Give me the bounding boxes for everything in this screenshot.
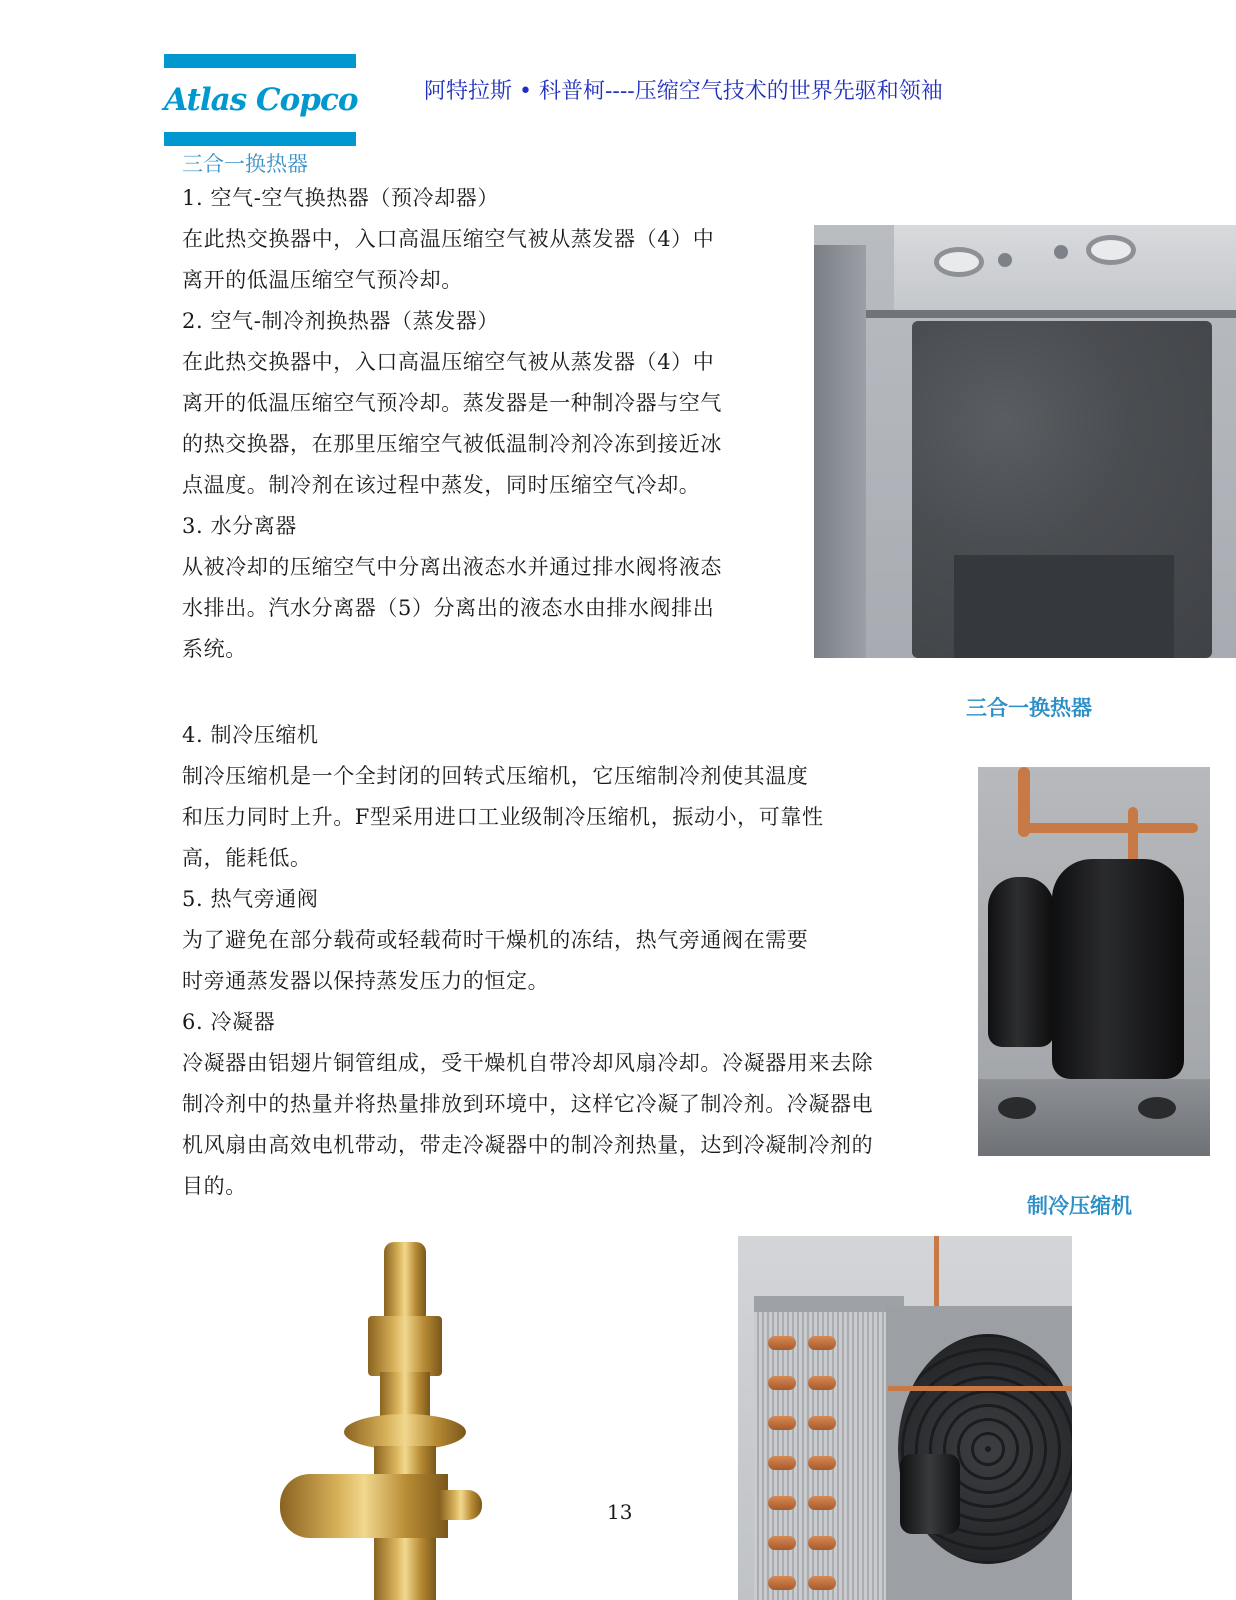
item-4-line-1: 制冷压缩机是一个全封闭的回转式压缩机，它压缩制冷剂使其温度: [182, 764, 809, 788]
inlet-port: [934, 247, 984, 277]
coil-bend: [768, 1376, 796, 1390]
compressor-shell: [1052, 859, 1184, 1079]
heat-exchanger-photo: [814, 225, 1236, 658]
valve-cap: [384, 1242, 426, 1322]
item-2-line-4: 点温度。制冷剂在该过程中蒸发，同时压缩空气冷却。: [182, 473, 701, 497]
coil-bend: [768, 1576, 796, 1590]
coil-bend: [768, 1336, 796, 1350]
item-3-line-2: 水排出。汽水分离器（5）分离出的液态水由排水阀排出: [182, 596, 715, 620]
logo-wordmark: Atlas Copco: [164, 82, 358, 118]
item-6-heading: 6. 冷凝器: [182, 1010, 276, 1034]
item-6-line-1: 冷凝器由铝翅片铜管组成，受干燥机自带冷却风扇冷却。冷凝器用来去除: [182, 1051, 874, 1075]
item-2-line-1: 在此热交换器中，入口高温压缩空气被从蒸发器（4）中: [182, 350, 715, 374]
copper-tube: [888, 1386, 1072, 1391]
item-4-line-3: 高，能耗低。: [182, 846, 312, 870]
rubber-foot: [998, 1097, 1036, 1119]
page-number: 13: [607, 1500, 633, 1524]
rubber-foot: [1138, 1097, 1176, 1119]
insulation-foam-lower: [954, 555, 1174, 658]
item-4-line-2: 和压力同时上升。F型采用进口工业级制冷压缩机，振动小，可靠性: [182, 805, 824, 829]
valve-hex-nut: [368, 1316, 442, 1376]
text-block-upper: [182, 178, 782, 670]
section-title: 三合一换热器: [182, 152, 308, 176]
item-2-line-2: 离开的低温压缩空气预冷却。蒸发器是一种制冷器与空气: [182, 391, 722, 415]
valve-side-stub: [440, 1490, 482, 1520]
outlet-port: [1086, 235, 1136, 265]
atlas-copco-logo: [164, 54, 356, 148]
valve-stem: [380, 1372, 430, 1420]
coil-bend: [768, 1496, 796, 1510]
control-panel: [814, 245, 866, 658]
item-6-line-2: 制冷剂中的热量并将热量排放到环境中，这样它冷凝了制冷剂。冷凝器电: [182, 1092, 874, 1116]
coil-bend: [808, 1376, 836, 1390]
item-2-line-3: 的热交换器，在那里压缩空气被低温制冷剂冷冻到接近冰: [182, 432, 722, 456]
valve-flange: [344, 1414, 466, 1450]
item-5-heading: 5. 热气旁通阀: [182, 887, 319, 911]
valve-side-port: [280, 1474, 448, 1538]
bypass-valve-photo: [270, 1232, 540, 1600]
item-6-line-3: 机风扇由高效电机带动，带走冷凝器中的制冷剂热量，达到冷凝制冷剂的: [182, 1133, 874, 1157]
copper-pipe: [1018, 823, 1198, 833]
header-tagline: 阿特拉斯 • 科普柯----压缩空气技术的世界先驱和领袖: [424, 79, 943, 104]
item-1-line-2: 离开的低温压缩空气预冷却。: [182, 268, 463, 292]
bolt: [1054, 245, 1068, 259]
item-5-line-2: 时旁通蒸发器以保持蒸发压力的恒定。: [182, 969, 550, 993]
heat-exchanger-caption: 三合一换热器: [966, 696, 1092, 720]
coil-bend: [808, 1336, 836, 1350]
compressor-caption: 制冷压缩机: [1027, 1194, 1132, 1218]
coil-bend: [768, 1456, 796, 1470]
coil-bend: [808, 1576, 836, 1590]
copper-tube: [934, 1236, 939, 1316]
coil-bend: [808, 1416, 836, 1430]
fan-motor: [900, 1454, 960, 1534]
item-6-line-4: 目的。: [182, 1174, 247, 1198]
item-2-heading: 2. 空气-制冷剂换热器（蒸发器）: [182, 309, 500, 333]
item-3-line-3: 系统。: [182, 637, 247, 661]
frame-bar: [866, 310, 1236, 318]
coil-bend: [808, 1496, 836, 1510]
logo-bar-bottom: [164, 132, 356, 146]
bolt: [998, 253, 1012, 267]
coil-bend: [768, 1536, 796, 1550]
coil-bend: [808, 1536, 836, 1550]
item-3-heading: 3. 水分离器: [182, 514, 297, 538]
item-1-line-1: 在此热交换器中，入口高温压缩空气被从蒸发器（4）中: [182, 227, 715, 251]
logo-bar-top: [164, 54, 356, 68]
coil-bend: [808, 1456, 836, 1470]
item-5-line-1: 为了避免在部分载荷或轻载荷时干燥机的冻结，热气旁通阀在需要: [182, 928, 809, 952]
coil-bend: [768, 1416, 796, 1430]
item-3-line-1: 从被冷却的压缩空气中分离出液态水并通过排水阀将液态: [182, 555, 722, 579]
item-1-heading: 1. 空气-空气换热器（预冷却器）: [182, 186, 500, 210]
accumulator-tank: [988, 877, 1054, 1047]
compressor-photo: [978, 767, 1210, 1156]
text-block-lower: [182, 715, 972, 1207]
copper-pipe: [1128, 807, 1138, 867]
condenser-photo: [738, 1236, 1072, 1600]
item-4-heading: 4. 制冷压缩机: [182, 723, 319, 747]
